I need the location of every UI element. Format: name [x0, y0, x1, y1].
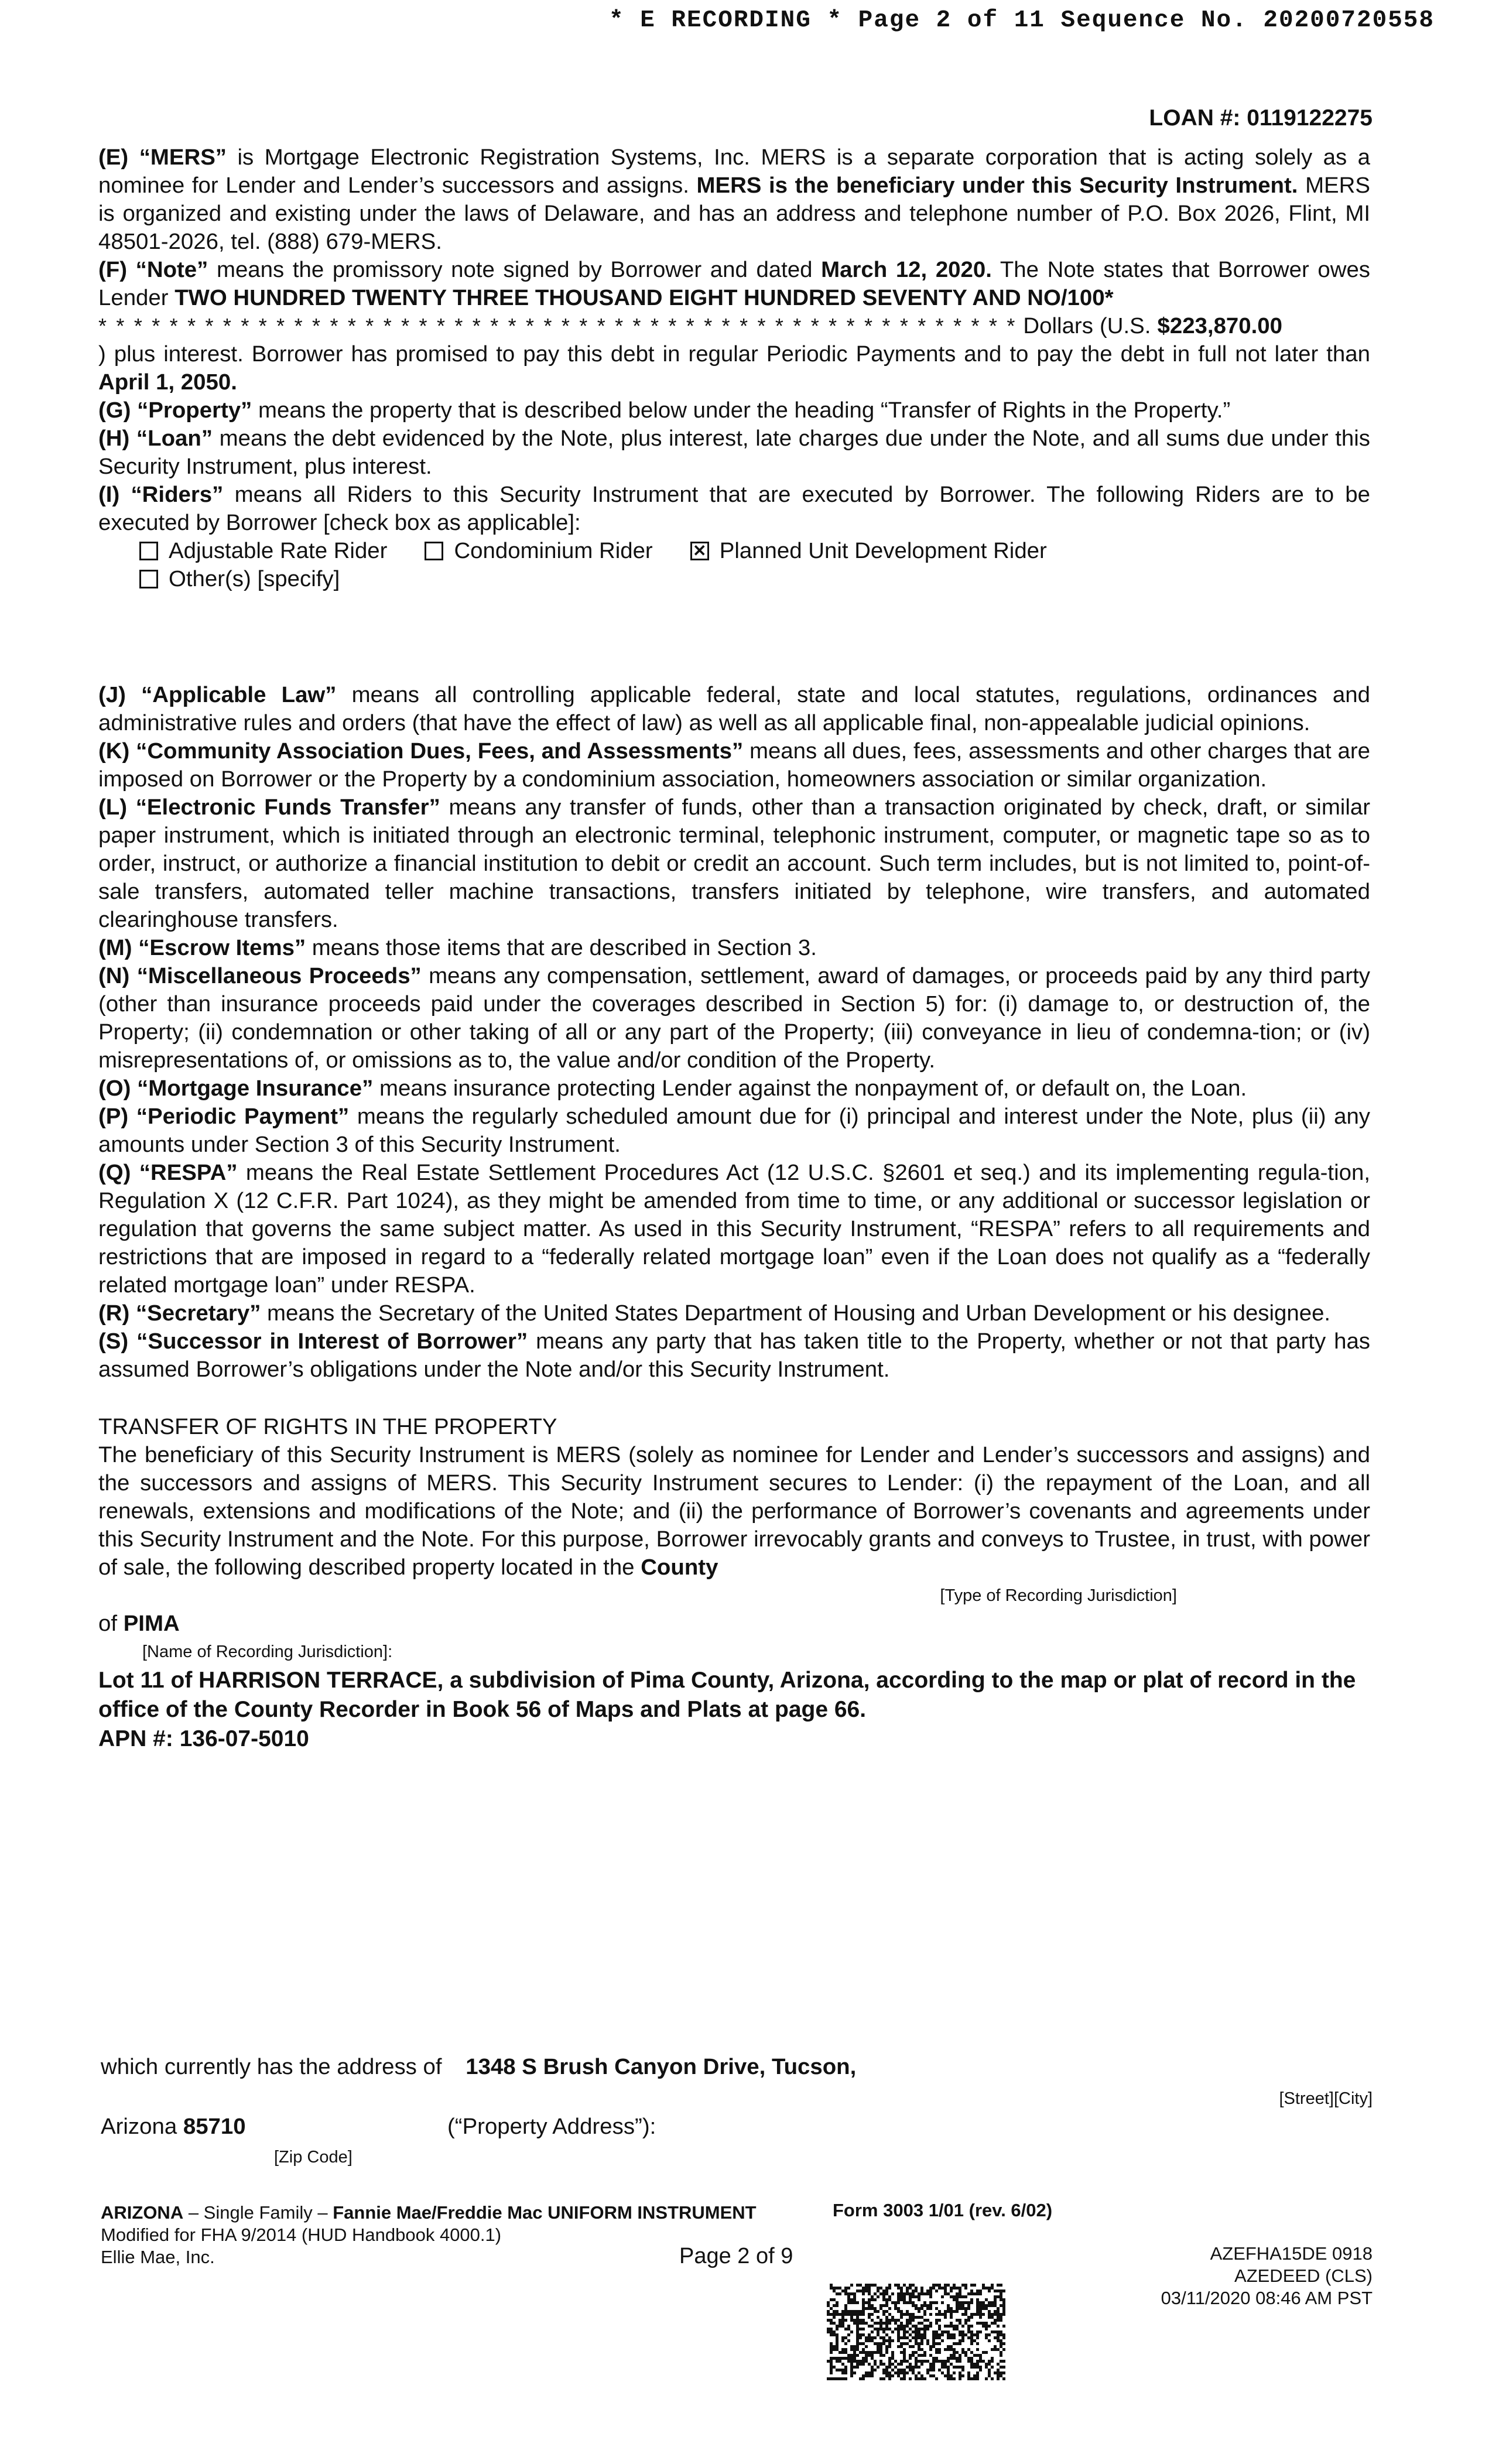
jurisdiction-type-label: [Type of Recording Jurisdiction]: [940, 1586, 1177, 1605]
form-code-2: AZEDEED (CLS): [1234, 2265, 1373, 2286]
checkbox-checked[interactable]: ✕: [690, 542, 709, 560]
jurisdiction-type: County: [641, 1555, 718, 1580]
form-vendor: Ellie Mae, Inc.: [101, 2247, 215, 2267]
definition-p: (P) “Periodic Payment” means the regularly scheduled amount due for (i) principal and interest under the Note, plus (ii) any amounts under Section 3 of this Security Instrument.: [98, 1104, 1370, 1157]
address-line: which currently has the address of 1348 S Brush Canyon Drive, Tucson,: [101, 2054, 857, 2079]
definition-m: (M) “Escrow Items” means those items that are described in Section 3.: [98, 935, 817, 960]
definition-q: (Q) “RESPA” means the Real Estate Settlement Procedures Act (12 U.S.C. §2601 et seq.) and its implementing regula-tion, Regulation X (12 C.F.R. Part 1024), as they might be amended from time to time, or any additional or successor legislation or regulation that governs the same subject matter. As used in this Security Instrument, “RESPA” refers to all requirements and restrictions that are imposed in regard to a “federally related mortgage loan” even if the Loan does not qualify as a “federally related mortgage loan” under RESPA.: [98, 1160, 1370, 1298]
transfer-heading: TRANSFER OF RIGHTS IN THE PROPERTY: [98, 1414, 557, 1439]
rider-checkboxes: [98, 537, 1370, 565]
rider-other[interactable]: Other(s) [specify]: [139, 565, 340, 593]
form-title: ARIZONA – Single Family – Fannie Mae/Freddie Mac UNIFORM INSTRUMENT: [101, 2202, 757, 2223]
jurisdiction-name: PIMA: [123, 1611, 180, 1636]
maturity-date: April 1, 2050.: [98, 369, 237, 395]
apn: APN #: 136-07-5010: [98, 1726, 309, 1751]
rider-planned-unit-development[interactable]: ✕ Planned Unit Development Rider: [690, 537, 1047, 565]
barcode-icon: [827, 2284, 1005, 2380]
form-modified: Modified for FHA 9/2014 (HUD Handbook 4000.1): [101, 2225, 502, 2245]
definition-n: (N) “Miscellaneous Proceeds” means any compensation, settlement, award of damages, or proceeds paid by any third party (other than insurance proceeds paid under the coverages described in Section 5) for: (i) damage to, or destruction of, the Property; (ii) condemnation or other taking of all or any part of the Property; (iii) conveyance in lieu of condemna-tion; or (iv) misrepresentations of, or omissions as to, the value and/or condition of the Property.: [98, 963, 1370, 1073]
definition-j: (J) “Applicable Law” means all controlling applicable federal, state and local statutes, regulations, ordinances and administrative rules and orders (that have the effect of law) as well as all applicable final, non-appealable judicial opinions.: [98, 682, 1370, 735]
street-city-label: [Street][City]: [1279, 2089, 1373, 2108]
checkbox[interactable]: [139, 542, 158, 560]
property-address-label: (“Property Address”):: [447, 2114, 656, 2139]
definition-h: (H) “Loan” means the debt evidenced by the Note, plus interest, late charges due under the Note, and all sums due under this Security Instrument, plus interest.: [98, 426, 1370, 479]
form-number: Form 3003 1/01 (rev. 6/02): [833, 2200, 1053, 2220]
definition-s: (S) “Successor in Interest of Borrower” means any party that has taken title to the Property, whether or not that party has assumed Borrower’s obligations under the Note and/or this Security Instrument.: [98, 1329, 1371, 1382]
loan-number: LOAN #: 0119122275: [1149, 105, 1373, 131]
definition-k: (K) “Community Association Dues, Fees, and Assessments” means all dues, fees, assessments and other charges that are imposed on Borrower or the Property by a condominium association, homeowners association or similar organization.: [98, 738, 1370, 792]
definition-l: (L) “Electronic Funds Transfer” means any transfer of funds, other than a transaction originated by check, draft, or similar paper instrument, which is initiated through an electronic terminal, telephonic instrument, computer, or magnetic tape so as to order, instruct, or authorize a financial institution to debit or credit an account. Such term includes, but is not limited to, point-of-sale transfers, automated teller machine transactions, transfers initiated by telephone, wire transfers, and automated clearinghouse transfers.: [98, 795, 1370, 932]
loan-amount-words: TWO HUNDRED TWENTY THREE THOUSAND EIGHT HUNDRED SEVENTY AND NO/100*: [174, 285, 1114, 310]
jurisdiction-name-line: of PIMA: [98, 1611, 180, 1636]
definition-i: (I) “Riders” means all Riders to this Security Instrument that are executed by Borrower. The following Riders are to be executed by Borrower [check box as applicable]:: [98, 482, 1370, 535]
checkbox[interactable]: [425, 542, 443, 560]
definition-g: (G) “Property” means the property that is described below under the heading “Transfer of Rights in the Property.”: [98, 398, 1231, 423]
street-city: 1348 S Brush Canyon Drive, Tucson,: [466, 2054, 857, 2079]
zip-code: 85710: [183, 2114, 246, 2139]
zip-code-label: [Zip Code]: [274, 2148, 352, 2167]
form-codes: [1161, 2243, 1373, 2309]
definition-f: (F) “Note” means the promissory note signed by Borrower and dated March 12, 2020. The Note states that Borrower owes Lender TWO HUNDRED TWENTY THREE THOUSAND EIGHT HUNDRED SEVENTY AND NO/100* * * * * * * * * * * * * * * * * * * * * * * * * * * * * * * * * * * * * * * * * * * * * * * * * * * * * Dollars (U.S. $223,870.00 ) plus interest. Borrower has promised to pay this debt in regular Periodic Payments and to pay the debt in full not later than April 1, 2050.: [98, 257, 1371, 395]
transfer-text: The beneficiary of this Security Instrument is MERS (solely as nominee for Lender and Lender’s successors and assigns) and the successors and assigns of MERS. This Security Instrument secures to Lender: (i) the repayment of the Loan, and all renewals, extensions and modifications of the Note; and (ii) the performance of Borrower’s covenants and agreements under this Security Instrument and the Note. For this purpose, Borrower irrevocably grants and conveys to Trustee, in trust, with power of sale, the following described property located in the County: [98, 1442, 1370, 1580]
page-number: Page 2 of 9: [679, 2244, 793, 2268]
fill-stars: * * * * * * * * * * * * * * * * * * * * * * * * * * * * * * * * * * * * * * * * * * * * * * * * * * * *: [98, 314, 1017, 338]
jurisdiction-name-label: [Name of Recording Jurisdiction]:: [142, 1642, 393, 1661]
form-code-1: AZEFHA15DE 0918: [1210, 2243, 1373, 2264]
document-body: [98, 143, 1370, 1754]
recording-stamp: * E RECORDING * Page 2 of 11 Sequence No. 20200720558: [609, 7, 1435, 34]
definition-r: (R) “Secretary” means the Secretary of the United States Department of Housing and Urban Development or his designee.: [98, 1301, 1331, 1326]
definition-o: (O) “Mortgage Insurance” means insurance protecting Lender against the nonpayment of, or default on, the Loan.: [98, 1076, 1247, 1101]
rider-other-row: [98, 565, 1370, 593]
rider-condominium[interactable]: Condominium Rider: [425, 537, 652, 565]
state-zip-line: Arizona 85710: [101, 2114, 246, 2139]
note-date: March 12, 2020.: [821, 257, 992, 282]
form-timestamp: 03/11/2020 08:46 AM PST: [1161, 2288, 1373, 2308]
loan-amount: $223,870.00: [1157, 313, 1282, 338]
legal-description: Lot 11 of HARRISON TERRACE, a subdivision of Pima County, Arizona, according to the map or plat of record in the office of the County Recorder in Book 56 of Maps and Plats at page 66.: [98, 1668, 1356, 1722]
checkbox[interactable]: [139, 570, 158, 588]
rider-adjustable-rate[interactable]: Adjustable Rate Rider: [139, 537, 387, 565]
definition-e: (E) “MERS” is Mortgage Electronic Registration Systems, Inc. MERS is a separate corporation that is acting solely as a nominee for Lender and Lender’s successors and assigns. MERS is the beneficiary under this Security Instrument. MERS is organized and existing under the laws of Delaware, and has an address and telephone number of P.O. Box 2026, Flint, MI 48501-2026, tel. (888) 679-MERS.: [98, 145, 1371, 254]
